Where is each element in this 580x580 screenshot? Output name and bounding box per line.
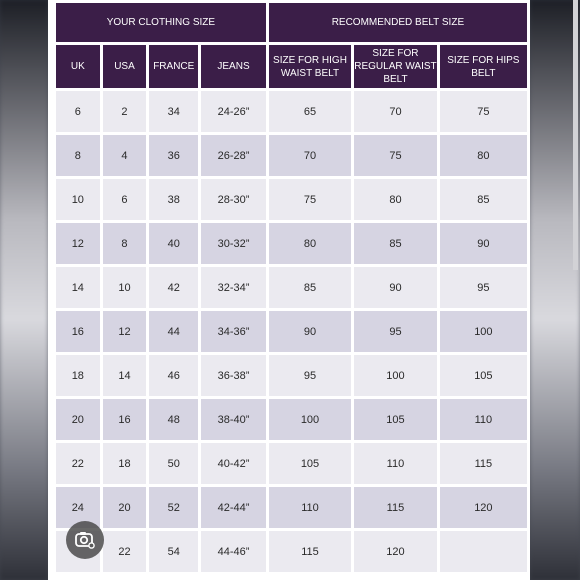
cell-uk: 16 bbox=[56, 311, 100, 352]
cell-high-waist: 105 bbox=[269, 443, 351, 484]
cell-uk: 12 bbox=[56, 223, 100, 264]
scrollbar[interactable] bbox=[573, 0, 578, 270]
cell-jeans: 34-36” bbox=[201, 311, 266, 352]
cell-hips: 75 bbox=[440, 91, 527, 132]
cell-usa: 4 bbox=[103, 135, 147, 176]
cell-jeans: 26-28” bbox=[201, 135, 266, 176]
cell-france: 50 bbox=[149, 443, 198, 484]
cell-uk: 14 bbox=[56, 267, 100, 308]
table-row bbox=[56, 531, 527, 572]
cell-france: 36 bbox=[149, 135, 198, 176]
cell-high-waist: 115 bbox=[269, 531, 351, 572]
cell-hips: 100 bbox=[440, 311, 527, 352]
cell-regular-waist: 85 bbox=[354, 223, 437, 264]
cell-france: 34 bbox=[149, 91, 198, 132]
cell-hips: 110 bbox=[440, 399, 527, 440]
cell-uk: 6 bbox=[56, 91, 100, 132]
col-header-uk: UK bbox=[56, 45, 100, 88]
cell-high-waist: 110 bbox=[269, 487, 351, 528]
cell-uk: 20 bbox=[56, 399, 100, 440]
cell-france: 48 bbox=[149, 399, 198, 440]
cell-high-waist: 80 bbox=[269, 223, 351, 264]
cell-jeans: 30-32” bbox=[201, 223, 266, 264]
cell-hips bbox=[440, 531, 527, 572]
cell-high-waist: 90 bbox=[269, 311, 351, 352]
cell-regular-waist: 80 bbox=[354, 179, 437, 220]
cell-france: 42 bbox=[149, 267, 198, 308]
cell-usa: 6 bbox=[103, 179, 147, 220]
table-row bbox=[56, 91, 527, 132]
cell-hips: 105 bbox=[440, 355, 527, 396]
cell-jeans: 42-44” bbox=[201, 487, 266, 528]
cell-france: 40 bbox=[149, 223, 198, 264]
cell-uk: 10 bbox=[56, 179, 100, 220]
col-header-hips: SIZE FOR HIPS BELT bbox=[440, 45, 527, 88]
cell-hips: 85 bbox=[440, 179, 527, 220]
cell-high-waist: 70 bbox=[269, 135, 351, 176]
cell-france: 46 bbox=[149, 355, 198, 396]
cell-uk: 18 bbox=[56, 355, 100, 396]
table-row bbox=[56, 179, 527, 220]
cell-regular-waist: 75 bbox=[354, 135, 437, 176]
cell-hips: 120 bbox=[440, 487, 527, 528]
cell-usa: 2 bbox=[103, 91, 147, 132]
cell-regular-waist: 120 bbox=[354, 531, 437, 572]
lens-search-icon bbox=[74, 529, 96, 551]
cell-usa: 20 bbox=[103, 487, 147, 528]
cell-hips: 115 bbox=[440, 443, 527, 484]
cell-high-waist: 65 bbox=[269, 91, 351, 132]
table-row bbox=[56, 399, 527, 440]
cell-france: 54 bbox=[149, 531, 198, 572]
cell-usa: 18 bbox=[103, 443, 147, 484]
table-row bbox=[56, 355, 527, 396]
cell-regular-waist: 90 bbox=[354, 267, 437, 308]
cell-usa: 16 bbox=[103, 399, 147, 440]
table-row bbox=[56, 311, 527, 352]
cell-high-waist: 95 bbox=[269, 355, 351, 396]
cell-jeans: 40-42” bbox=[201, 443, 266, 484]
col-header-regular-waist: SIZE FOR REGULAR WAIST BELT bbox=[354, 45, 437, 88]
cell-regular-waist: 70 bbox=[354, 91, 437, 132]
cell-high-waist: 75 bbox=[269, 179, 351, 220]
cell-uk: 24 bbox=[56, 487, 100, 528]
cell-regular-waist: 105 bbox=[354, 399, 437, 440]
cell-france: 38 bbox=[149, 179, 198, 220]
cell-usa: 14 bbox=[103, 355, 147, 396]
table-row bbox=[56, 487, 527, 528]
cell-uk: 8 bbox=[56, 135, 100, 176]
cell-regular-waist: 115 bbox=[354, 487, 437, 528]
cell-jeans: 28-30” bbox=[201, 179, 266, 220]
cell-jeans: 36-38” bbox=[201, 355, 266, 396]
cell-usa: 12 bbox=[103, 311, 147, 352]
cell-hips: 90 bbox=[440, 223, 527, 264]
cell-regular-waist: 110 bbox=[354, 443, 437, 484]
cell-uk: 22 bbox=[56, 443, 100, 484]
cell-high-waist: 100 bbox=[269, 399, 351, 440]
group-header-clothing: YOUR CLOTHING SIZE bbox=[56, 3, 266, 42]
col-header-jeans: JEANS bbox=[201, 45, 266, 88]
cell-france: 52 bbox=[149, 487, 198, 528]
cell-hips: 95 bbox=[440, 267, 527, 308]
cell-jeans: 24-26” bbox=[201, 91, 266, 132]
cell-usa: 22 bbox=[103, 531, 147, 572]
cell-high-waist: 85 bbox=[269, 267, 351, 308]
cell-usa: 8 bbox=[103, 223, 147, 264]
cell-hips: 80 bbox=[440, 135, 527, 176]
table-row bbox=[56, 135, 527, 176]
lens-search-button[interactable] bbox=[66, 521, 104, 559]
cell-regular-waist: 95 bbox=[354, 311, 437, 352]
blurred-background-left bbox=[0, 0, 48, 580]
cell-jeans: 38-40” bbox=[201, 399, 266, 440]
table-row bbox=[56, 223, 527, 264]
cell-jeans: 44-46” bbox=[201, 531, 266, 572]
cell-jeans: 32-34” bbox=[201, 267, 266, 308]
group-header-belt: RECOMMENDED BELT SIZE bbox=[269, 3, 527, 42]
table-row bbox=[56, 443, 527, 484]
col-header-high-waist: SIZE FOR HIGH WAIST BELT bbox=[269, 45, 351, 88]
col-header-usa: USA bbox=[103, 45, 147, 88]
table-row bbox=[56, 267, 527, 308]
cell-usa: 10 bbox=[103, 267, 147, 308]
size-chart-sheet bbox=[48, 0, 530, 580]
col-header-france: FRANCE bbox=[149, 45, 198, 88]
cell-regular-waist: 100 bbox=[354, 355, 437, 396]
cell-france: 44 bbox=[149, 311, 198, 352]
belt-size-table bbox=[53, 0, 530, 575]
